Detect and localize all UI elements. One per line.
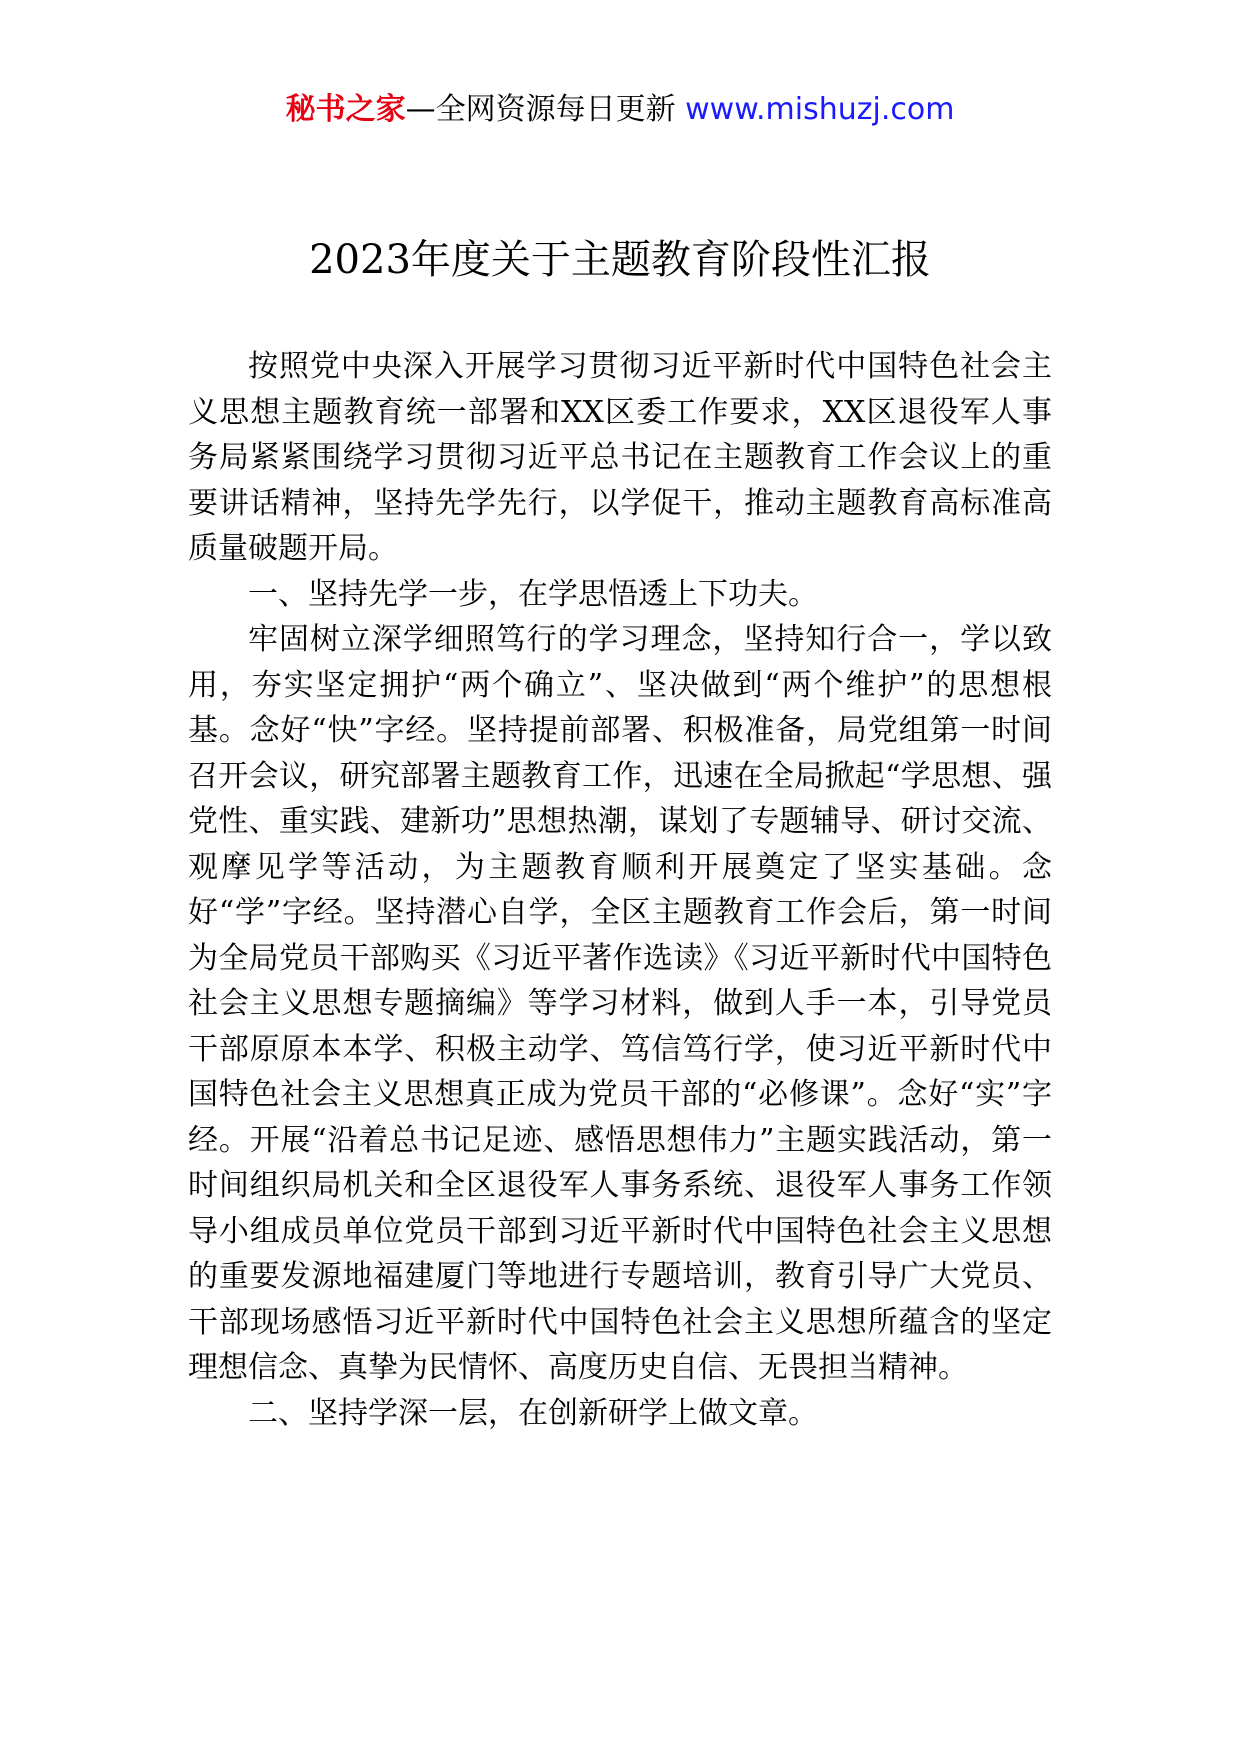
- document-title: 2023年度关于主题教育阶段性汇报: [309, 237, 931, 283]
- paragraph-section-1: 牢固树立深学细照笃行的学习理念，坚持知行合一，学以致用，夯实坚定拥护“两个确立”、坚决做到“两个维护”的思想根基。念好“快”字经。坚持提前部署、积极准备，局党组第一时间召开会议，研究部署主题教育工作，迅速在全局掀起“学思想、强党性、重实践、建新功”思想热潮，谋划了专题辅导、研讨交流、观摩见学等活动，为主题教育顺利开展奠定了坚实基础。念好“学”字经。坚持潜心自学，全区主题教育工作会后，第一时间为全局党员干部购买《习近平著作选读》《习近平新时代中国特色社会主义思想专题摘编》等学习材料，做到人手一本，引导党员干部原原本本学、积极主动学、笃信笃行学，使习近平新时代中国特色社会主义思想真正成为党员干部的“必修课”。念好“实”字经。开展“沿着总书记足迹、感悟思想伟力”主题实践活动，第一时间组织局机关和全区退役军人事务系统、退役军人事务工作领导小组成员单位党员干部到习近平新时代中国特色社会主义思想的重要发源地福建厦门等地进行专题培训，教育引导广大党员、干部现场感悟习近平新时代中国特色社会主义思想所蕴含的坚定理想信念、真挚为民情怀、高度历史自信、无畏担当精神。: [188, 622, 1052, 1385]
- document-body: [188, 344, 1052, 1436]
- site-url-link[interactable]: www.mishuzj.com: [685, 92, 955, 127]
- brand-name: 秘书之家: [285, 92, 406, 127]
- header-tagline: —全网资源每日更新: [405, 92, 676, 127]
- paragraph-intro: 按照党中央深入开展学习贯彻习近平新时代中国特色社会主义思想主题教育统一部署和XX区委工作要求，XX区退役军人事务局紧紧围绕学习贯彻习近平总书记在主题教育工作会议上的重要讲话精神，坚持先学先行，以学促干，推动主题教育高标准高质量破题开局。: [188, 349, 1052, 566]
- site-header: [0, 88, 1240, 132]
- section-heading-2: 二、坚持学深一层，在创新研学上做文章。: [248, 1395, 818, 1431]
- section-heading-1: 一、坚持先学一步，在学思悟透上下功夫。: [248, 576, 818, 612]
